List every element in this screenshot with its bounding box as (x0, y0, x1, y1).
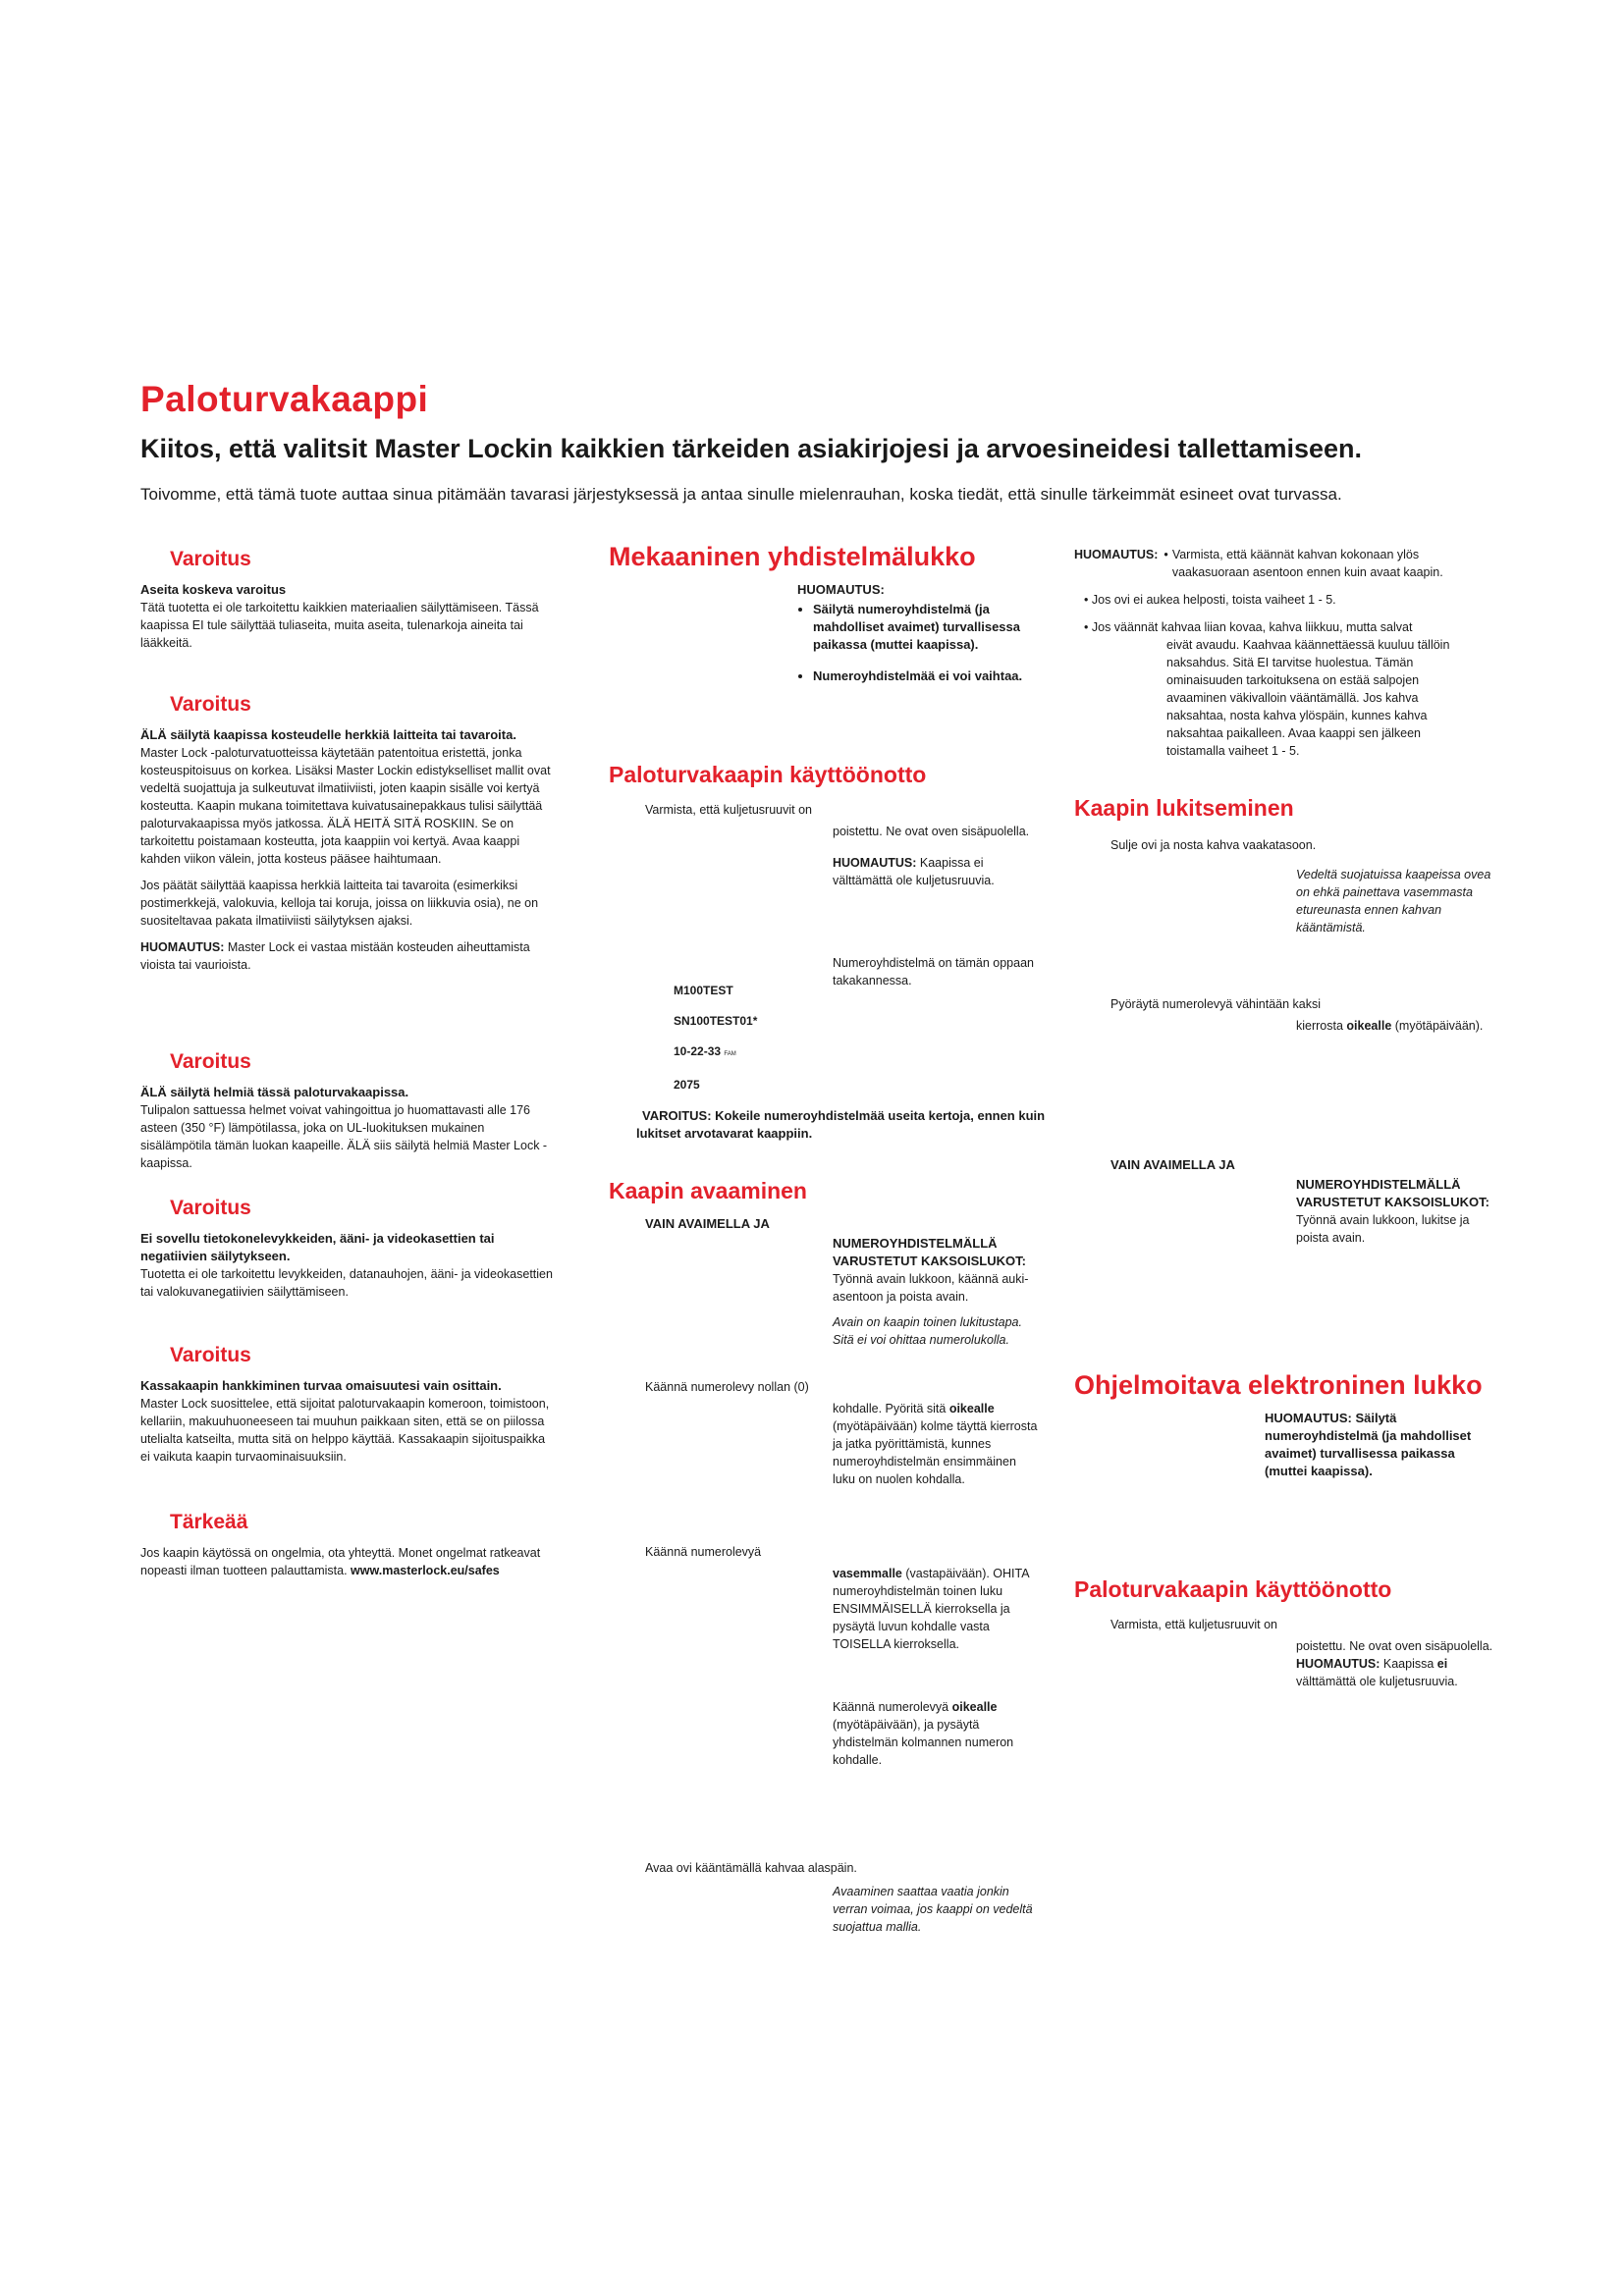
dual-lock-block (1296, 1176, 1492, 1247)
step-text: (vastapäivään). OHITA numeroyhdistelmän toinen luku ENSIMMÄISELLÄ kierroksella ja pysäytä luvun kohdalle vasta TOISELLA kierroksella. (833, 1567, 1029, 1651)
note-text: Jos ovi ei aukea helposti, toista vaiheet 1 - 5. (1091, 593, 1336, 607)
caution-text: VAROITUS: Kokeile numeroyhdistelmää useita kertoja, ennen kuin lukitset arvotavarat kaappiin. (636, 1108, 1046, 1141)
warning-title: Varoitus (170, 1344, 251, 1366)
step-text: (myötäpäivään). (1391, 1019, 1484, 1033)
electronic-lock-title: Ohjelmoitava elektroninen lukko (1074, 1370, 1483, 1400)
combination-location: Numeroyhdistelmä on tämän oppaan takakannessa. (833, 956, 1034, 988)
turn-left: Pyöräytä numerolevyä vähintään kaksi (1110, 997, 1322, 1011)
combination-label (674, 976, 757, 1100)
step-emphasis: oikealle (948, 1402, 995, 1415)
setup-note (833, 854, 1009, 889)
step-emphasis: vasemmalle (833, 1567, 902, 1580)
note-text: Kaapissa ei välttämättä ole kuljetusruuvia. (833, 856, 995, 887)
note-label: HUOMAUTUS: (1265, 1411, 1352, 1425)
step4-italic: Avaaminen saattaa vaatia jonkin verran voimaa, jos kaappi on vedeltä suojattua mallia. (833, 1885, 1033, 1934)
step1-left: Käännä numerolevy nollan (0) (645, 1380, 809, 1394)
dual-lock-title: NUMEROYHDISTELMÄLLÄ VARUSTETUT KAKSOISLUKOT: (833, 1236, 1026, 1268)
warning-subtitle: ÄLÄ säilytä helmiä tässä paloturvakaapissa. (140, 1085, 409, 1099)
setup-step-left: Varmista, että kuljetusruuvit on (1110, 1618, 1277, 1631)
warning-title: Varoitus (170, 693, 251, 716)
setup-title: Paloturvakaapin käyttöönotto (1074, 1576, 1392, 1602)
important-section (140, 1511, 553, 1579)
warning-text: Tuotetta ei ole tarkoitettu levykkeiden, datanauhojen, ääni- ja videokasettien tai valokuvanegatiivien säilyttämiseen. (140, 1267, 553, 1299)
warning-title: Varoitus (170, 548, 251, 570)
step-text: Käännä numerolevyä (833, 1700, 952, 1714)
label-combination: 10-22-33 (674, 1044, 722, 1058)
page-intro: Toivomme, että tämä tuote auttaa sinua pitämään tavarasi järjestyksessä ja antaa sinulle mielenrauhan, koska tiedät, että sinulle tärkeimmät esineet ovat turvassa. (140, 485, 1342, 504)
bullet-icon: • (1084, 593, 1089, 607)
warning-text: Master Lock suosittelee, että sijoitat paloturvakaapin komeroon, toimistoon, kellariin, makuuhuoneeseen tai muuhun paikkaan siten, että se on piilossa utelialta katseilta, mutta sitä on helppo käyttää. Kassakaapin sijoituspaikka ei vaikuta kaapin turvaominaisuuksiin. (140, 1397, 550, 1464)
warning-placement (140, 1344, 553, 1466)
mechanical-note (797, 581, 1033, 699)
warning-text: Tätä tuotetta ei ole tarkoitettu kaikkien materiaalien säilyttämiseen. Tässä kaapissa EI tule säilyttää tuliaseita, muita aseita, tulenarkoja aineita tai lääkkeitä. (140, 601, 539, 650)
step2-right (833, 1565, 1039, 1653)
step-text: (myötäpäivään) kolme täyttä kierrosta ja jatka pyörittämistä, kunnes numeroyhdistelmän ensimmäinen luku on nuolen kohdalla. (833, 1419, 1038, 1486)
warning-note (140, 938, 558, 974)
warning-text: Tulipalon sattuessa helmet voivat vahingoittua jo huomattavasti alle 176 asteen (350 °F) lämpötilassa, joka on UL-luokituksen mukainen sisälämpötila tämän luokan kaapeille. ÄLÄ siis säilytä helmiä Master Lock -kaapissa. (140, 1103, 548, 1170)
dual-lock-text: Työnnä avain lukkoon, lukitse ja poista avain. (1296, 1213, 1470, 1245)
key-only-label: VAIN AVAIMELLA JA (645, 1216, 770, 1231)
warning-text: Master Lock -paloturvatuotteissa käytetään patentoitua eristettä, jonka kosteuspitoisuus on korkea. Lisäksi Master Lockin edistykselliset mallit ovat vedeltä suojattuja ja sulkeutuvat ilmatiiviisti, joten kaapin sisälle voi kertyä kosteutta. Kaapin mukana toimitettava kuivatusainepakkaus tulisi säilyttää paloturvakaapissa myös jatkossa. ÄLÄ HEITÄ SITÄ ROSKIIN. Se on tarkoitettu poistamaan kosteutta, jota kaappiin voi kertyä. Avaa kaappi kahden viikon välein, jotta kosteus pääsee haihtumaan. (140, 746, 551, 866)
setup-step-right: poistettu. Ne ovat oven sisäpuolella. (1296, 1639, 1493, 1653)
note-text: Säilytä numeroyhdistelmä (ja mahdolliset avaimet) turvallisessa paikassa (muttei kaapissa). (1265, 1411, 1472, 1478)
note-text: Master Lock ei vastaa mistään kosteuden aiheuttamista vioista tai vaurioista. (140, 940, 530, 972)
note-text: välttämättä ole kuljetusruuvia. (1296, 1675, 1458, 1688)
label-combination-small: FAM (724, 1051, 736, 1057)
locking-title: Kaapin lukitseminen (1074, 795, 1294, 821)
label-serial: SN100TEST01* (674, 1014, 758, 1028)
step-text: kierrosta (1296, 1019, 1347, 1033)
warning-title: Varoitus (170, 1197, 251, 1219)
dual-lock-block (833, 1235, 1039, 1349)
warning-media (140, 1197, 553, 1301)
support-link[interactable]: www.masterlock.eu/safes (351, 1564, 500, 1577)
warning-text: Jos päätät säilyttää kaapissa herkkiä laitteita tai tavaroita (esimerkiksi postimerkkejä, valokuvia, kelloja tai koruja, joissa on liikkuvia osia), ne on suositeltavaa pakata ilmatiiviisti säilytyksen ajaksi. (140, 879, 539, 928)
label-model: M100TEST (674, 984, 733, 997)
electronic-note (1265, 1410, 1496, 1480)
step-text: (myötäpäivään), ja pysäytä yhdistelmän kolmannen numeron kohdalle. (833, 1718, 1014, 1767)
warning-moisture (140, 693, 558, 983)
note-text: Kaapissa (1380, 1657, 1437, 1671)
step1-right (833, 1400, 1039, 1488)
note-bullet: • Numeroyhdistelmää ei voi vaihtaa. (813, 667, 1033, 685)
warning-pearls (140, 1050, 553, 1172)
setup-title: Paloturvakaapin käyttöönotto (609, 762, 927, 787)
setup-step-right: poistettu. Ne ovat oven sisäpuolella. (833, 825, 1030, 838)
note-text: eivät avaudu. Kaahvaa käännettäessä kuuluu tällöin naksahdus. Sitä EI tarvitse huolestua. Tämän ominaisuuden tarkoituksena on estää salpojen avaaminen väkivalloin vääntämällä. Jos kahva naksahtaa, nosta kahva ylöspäin, kunnes kahva naksahtaa paikalleen. Avaa kaappi sen jälkeen toistamalla vaiheet 1 - 5. (1166, 638, 1450, 758)
step-text: kohdalle. Pyöritä sitä (833, 1402, 949, 1415)
bullet-icon: • (1084, 620, 1089, 634)
turn-right (1296, 1017, 1502, 1035)
dual-lock-title: NUMEROYHDISTELMÄLLÄ VARUSTETUT KAKSOISLUKOT: (1296, 1177, 1489, 1209)
opening-title: Kaapin avaaminen (609, 1178, 807, 1203)
note-label: HUOMAUTUS: (140, 940, 225, 954)
page-title: Paloturvakaappi (140, 379, 429, 419)
setup-note (1296, 1655, 1473, 1690)
important-text: Jos kaapin käytössä on ongelmia, ota yhteyttä. Monet ongelmat ratkeavat nopeasti ilman tuotteen palauttamista. (140, 1546, 541, 1577)
note-bullet: • Säilytä numeroyhdistelmä (ja mahdolliset avaimet) turvallisessa paikassa (muttei kaapissa). (813, 601, 1033, 654)
warning-subtitle: Ei sovellu tietokonelevykkeiden, ääni- ja videokasettien tai negatiivien säilytykseen. (140, 1231, 495, 1263)
locking-italic: Vedeltä suojatuissa kaapeissa ovea on ehkä painettava vasemmasta etureunasta ennen kahvan kääntämistä. (1296, 868, 1491, 934)
warning-title: Varoitus (170, 1050, 251, 1073)
step-emphasis: oikealle (1346, 1019, 1392, 1033)
page-subtitle: Kiitos, että valitsit Master Lockin kaikkien tärkeiden asiakirjojesi ja arvoesineidesi tallettamiseen. (140, 434, 1363, 463)
note-label: HUOMAUTUS: (797, 582, 885, 597)
setup-step-left: Varmista, että kuljetusruuvit on (645, 803, 812, 817)
important-title: Tärkeää (170, 1511, 248, 1533)
note-label: HUOMAUTUS: (833, 856, 917, 870)
warning-subtitle: Kassakaapin hankkiminen turvaa omaisuutesi vain osittain. (140, 1378, 502, 1393)
note-text: Varmista, että käännät kahvan kokonaan ylös vaakasuoraan asentoon ennen kuin avaat kaapin. (1171, 548, 1443, 579)
note-emphasis: ei (1436, 1657, 1448, 1671)
locking-text: Sulje ovi ja nosta kahva vaakatasoon. (1110, 838, 1317, 852)
note-label: HUOMAUTUS: (1296, 1657, 1380, 1671)
warning-subtitle: ÄLÄ säilytä kaapissa kosteudelle herkkiä laitteita tai tavaroita. (140, 727, 516, 742)
note-text: Jos väännät kahvaa liian kovaa, kahva liikkuu, mutta salvat (1091, 620, 1413, 634)
warning-weapons (140, 548, 553, 652)
step3-right (833, 1698, 1039, 1769)
bullet-icon: • (1164, 548, 1168, 561)
step4-left: Avaa ovi kääntämällä kahvaa alaspäin. (645, 1861, 857, 1875)
label-code: 2075 (674, 1078, 700, 1092)
warning-subtitle: Aseita koskeva varoitus (140, 582, 287, 597)
step-emphasis: oikealle (951, 1700, 998, 1714)
note-label: HUOMAUTUS: (1074, 548, 1159, 561)
mechanical-lock-title: Mekaaninen yhdistelmälukko (609, 542, 976, 571)
key-only-label: VAIN AVAIMELLA JA (1110, 1157, 1235, 1172)
step2-left: Käännä numerolevyä (645, 1545, 762, 1559)
dual-lock-text: Työnnä avain lukkoon, käännä auki-asentoon ja poista avain. (833, 1272, 1029, 1304)
dual-lock-italic: Avain on kaapin toinen lukitustapa. Sitä ei voi ohittaa numerolukolla. (833, 1315, 1022, 1347)
opening-notes (1074, 546, 1496, 760)
